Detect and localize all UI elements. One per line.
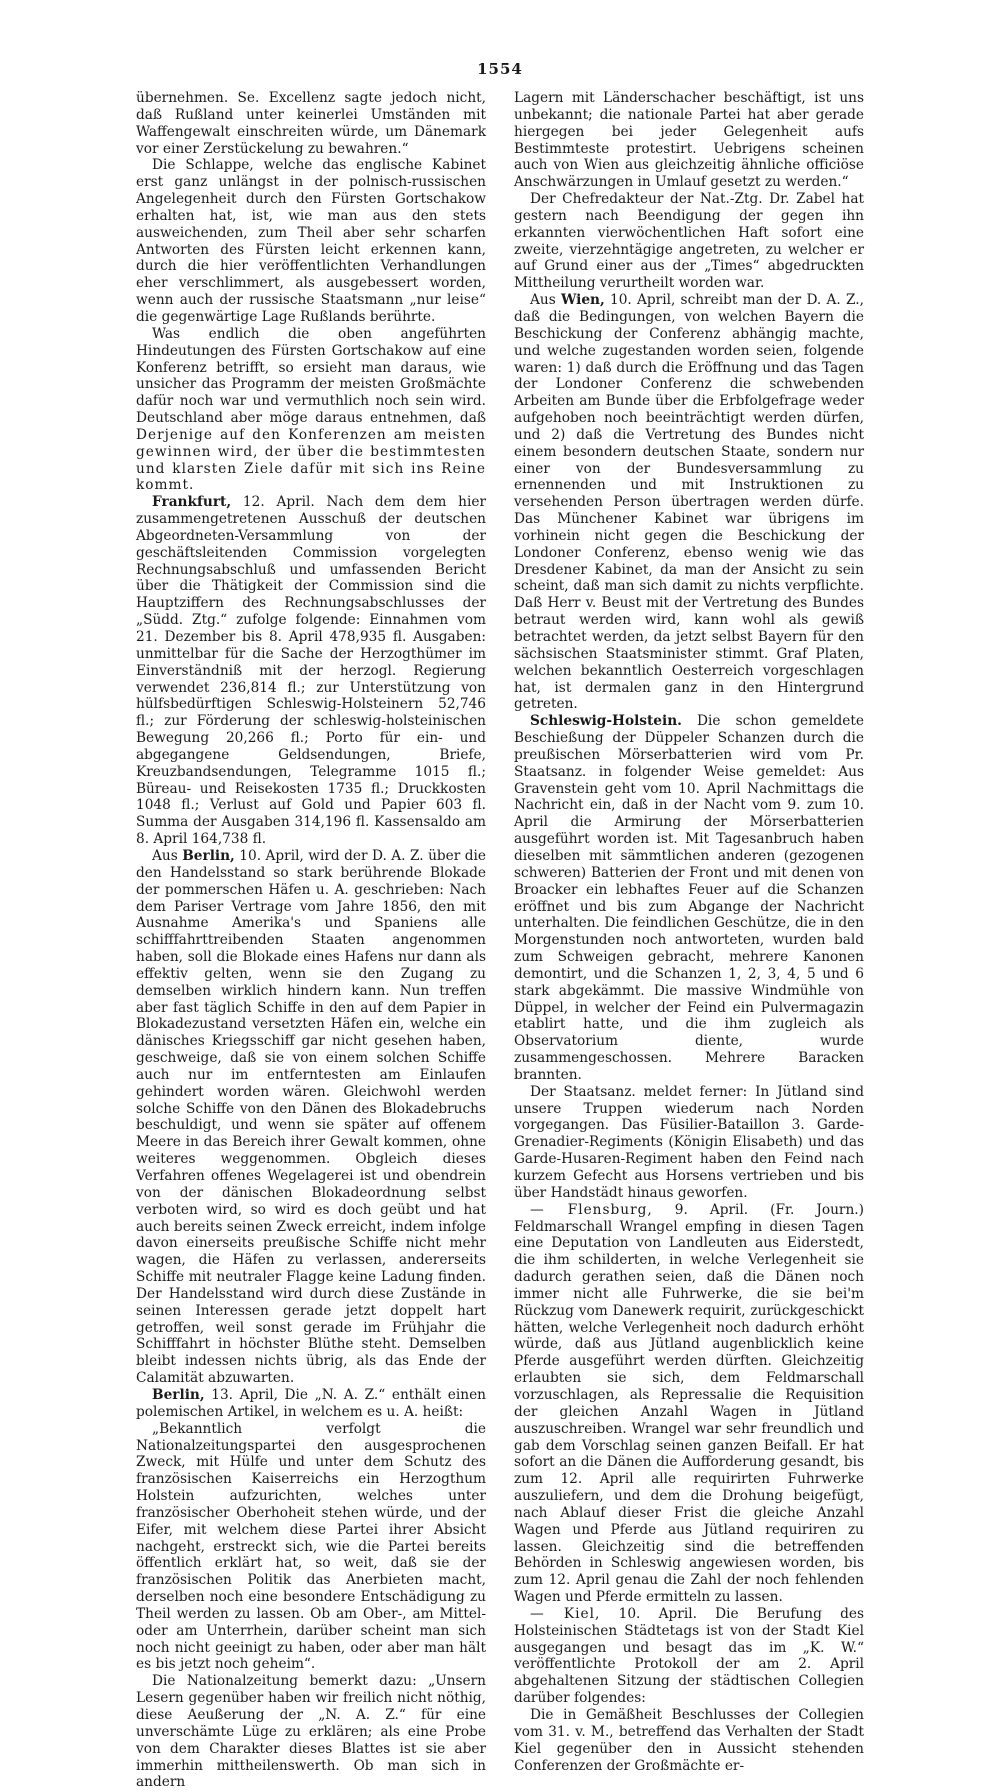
quotation: „Bekanntlich verfolgt die Nationalzeitungspartei den ausgesprochenen Zweck, mit Hülfe und unter dem Schutz des französischen Kaiserreichs ein Herzogthum Holstein aufzurichten, welches unter französischer Oberhoheit stehen würde, und der Eifer, mit welchem diese Partei ihrer Absicht nachgeht, erstreckt sich, wie die Partei bereits öffentlich erklärt hat, so weit, daß sie der französischen Politik das Anerbieten macht, derselben noch eine besondere Entschädigung zu Theil werden zu lassen. Ob am Ober-, am Mittel- oder am Unterrhein, darüber scheint man sich noch nicht geeinigt zu haben, oder aber man hält es bis jetzt noch geheim“.: [136, 1420, 486, 1673]
dateline-prefix: Aus: [530, 292, 556, 309]
paragraph-text: Die schon gemeldete Beschießung der Düppeler Schanzen durch die preußischen Mörserbatterien wird vom Pr. Staatsanz. in folgender Weise gemeldet: Aus Gravenstein geht vom 10. April Nachmittags die Nachricht ein, daß in der Nacht vom 9. zum 10. April die Armirung der Mörserbatterien ausgeführt worden ist. Mit Tagesanbruch haben dieselben mit sämmtlichen anderen (gezogenen schweren) Batterien der Front und mit denen von Broacker ein lebhaftes Feuer auf die Schanzen eröffnet und bis zum Abgange der Nachricht unterhalten. Die feindlichen Geschütze, die in den Morgenstunden noch antworteten, wurden bald zum Schweigen gebracht, mehrere Kanonen demontirt, und die Schanzen 1, 2, 3, 4, 5 und 6 stark abgekämmt. Die massive Windmühle von Düppel, in welcher der Feind ein Pulvermagazin etablirt hatte, und die ihm zugleich als Observatorium diente, wurde zusammengeschossen. Mehrere Baracken brannten.: [514, 713, 864, 1083]
dateline-place: Schleswig-Holstein.: [530, 713, 682, 730]
right-column: [514, 90, 864, 1774]
dateline-place: Berlin,: [182, 847, 235, 864]
left-column: [136, 90, 486, 1791]
paragraph: Die Schlappe, welche das englische Kabinet erst ganz unlängst in der polnisch-russischen Angelegenheit durch den Fürsten Gortschakow erhalten hat, ist, wie man aus den stets ausweichenden, zum Theil aber sehr scharfen Antworten des Fürsten leicht erkennen kann, durch die hier veröffentlichten Verhandlungen eher verschlimmert, als ausgebessert worden, wenn auch der russische Staatsmann „nur leise“ die gegenwärtige Lage Rußlands berührte.: [136, 157, 486, 325]
news-item-schleswig-holstein: [514, 713, 864, 1084]
emphasized-text: Derjenige auf den Konferenzen am meisten gewinnen wird, der über die bestimmtesten und klarsten Ziele dafür mit sich ins Reine kommt.: [136, 426, 486, 494]
paragraph: Die Nationalzeitung bemerkt dazu: „Unsern Lesern gegenüber haben wir freilich nicht nöthig, diese Aeußerung der „N. A. Z.“ für eine unverschämte Lüge zu erklären; als eine Probe von dem Charakter dieses Blattes ist sie aber immerhin mittheilenswerth. Ob man sich in andern: [136, 1673, 486, 1791]
news-item-kiel: [514, 1606, 864, 1707]
paragraph: [136, 326, 486, 494]
page-number: 1554: [477, 60, 523, 78]
news-item-berlin-13: [136, 1387, 486, 1421]
paragraph: übernehmen. Se. Excellenz sagte jedoch nicht, daß Rußland unter keinerlei Umständen mit Waffengewalt einschreiten würde, um Dänemark vor einer Zerstückelung zu bewahren.“: [136, 90, 486, 157]
paragraph: Der Staatsanz. meldet ferner: In Jütland sind unsere Truppen wiederum nach Norden vorgegangen. Das Füsilier-Bataillon 3. Garde-Grenadier-Regiments (Königin Elisabeth) und das Garde-Husaren-Regiment haben den Feind nach kurzem Gefecht aus Horsens vertrieben und bis über Handstädt hinaus geworfen.: [514, 1083, 864, 1201]
paragraph-text: 12. April. Nach dem dem hier zusammengetretenen Ausschuß der deutschen Abgeordneten-Versammlung von der geschäftsleitenden Commission vorgelegten Rechnungsabschluß und umfassenden Bericht über die Thätigkeit der Commission sind die Hauptziffern des Rechnungsabschlusses der „Südd. Ztg.“ zufolge folgende: Einnahmen vom 21. Dezember bis 8. April 478,935 fl. Ausgaben: unmittelbar für die Sache der Herzogthümer im Einverständniß mit der herzogl. Regierung verwendet 236,814 fl.; zur Unterstützung von hülfsbedürftigen Schleswig-Holsteinern 52,746 fl.; zur Förderung der schleswig-holsteinischen Bewegung 20,266 fl.; Porto für ein- und abgegangene Geldsendungen, Briefe, Kreuzbandsendungen, Telegramme 1015 fl.; Büreau- und Reisekosten 1735 fl.; Druckkosten 1048 fl.; Verlust auf Gold und Papier 603 fl. Summa der Ausgaben 314,196 fl. Kassensaldo am 8. April 164,738 fl.: [136, 494, 486, 848]
dateline-place: Wien,: [560, 292, 605, 309]
paragraph-text: 13. April, Die „N. A. Z.“ enthält einen polemischen Artikel, in welchem es u. A. heißt:: [136, 1386, 486, 1420]
paragraph-text: 9. April. (Fr. Journ.) Feldmarschall Wrangel empfing in diesen Tagen eine Deputation von Landleuten aus Eiderstedt, die ihm schilderten, in welche Verlegenheit sie dadurch gerathen seien, daß die Dänen noch immer nicht alle Fuhrwerke, die sie bei'm Rückzug vom Danewerk requirit, zurückgeschickt hätten, welche Verlegenheit noch dadurch erhöht würde, daß aus Jütland augenblicklich keine Pferde ausgeführt werden dürften. Gleichzeitig erlaubten sie sich, dem Feldmarschall vorzuschlagen, als Repressalie die Requisition der gleichen Anzahl Wagen in Jütland auszuschreiben. Wrangel war sehr freundlich und gab dem Vorschlag seinen ganzen Beifall. Er hat sofort an die Dänen die Aufforderung gesandt, bis zum 12. April alle requirirten Fuhrwerke auszuliefern, und dem die Drohung beigefügt, nach Ablauf dieser Frist die gleiche Anzahl Wagen und Pferde aus Jütland requiriren zu lassen. Gleichzeitig sind die betreffenden Behörden in Schleswig angewiesen worden, bis zum 12. April genau die Zahl der noch fehlenden Wagen und Pferde ermitteln zu lassen.: [514, 1201, 864, 1606]
dateline-place: — Kiel,: [530, 1605, 601, 1622]
news-item-frankfurt: [136, 494, 486, 848]
paragraph: Der Chefredakteur der Nat.-Ztg. Dr. Zabel hat gestern nach Beendigung der gegen ihn erkannten vierwöchentlichen Haft sofort eine zweite, vierzehntägige angetreten, zu welcher er auf Grund einer aus der „Times“ abgedruckten Mittheilung verurtheilt worden war.: [514, 191, 864, 292]
paragraph-text: 10. April, wird der D. A. Z. über die den Handelsstand so stark berührende Blokade der pommerschen Häfen u. A. geschrieben: Nach dem Pariser Vertrage vom Jahre 1856, den mit Ausnahme Amerika's und Spaniens alle schifffahrttreibenden Staaten angenommen haben, soll die Blokade eines Hafens nur dann als effektiv gelten, wenn sie den Zugang zu demselben wirklich hindern kann. Nun treffen aber fast täglich Schiffe in den auf dem Papier in Blokadezustand versetzten Häfen ein, welche ein dänisches Kriegsschiff gar nicht gesehen haben, geschweige, daß sie von einem solchen Schiffe auch nur im entferntesten am Einlaufen gehindert worden wären. Gleichwohl werden solche Schiffe von den Dänen des Blokadebruchs beschuldigt, und wenn sie später auf offenem Meere in das Bereich ihrer Gewalt kommen, ohne weiteres weggenommen. Obgleich dieses Verfahren offenes Wegelagerei ist und obendrein von der dänischen Blokadeordnung selbst verboten wird, so wird es doch geübt und hat auch bereits seinen Zweck erreicht, indem infolge davon einerseits preußische Schiffe nicht mehr wagen, die Häfen zu verlassen, andererseits Schiffe mit neutraler Flagge keine Ladung finden. Der Handelsstand wird durch diese Zustände in seinen Interessen gerade jetzt doppelt hart getroffen, weil sonst gerade im Frühjahr die Schifffahrt in höchster Blüthe steht. Demselben bleibt indessen nichts übrig, als das Ende der Calamität abzuwarten.: [136, 847, 486, 1387]
dateline-place: — Flensburg,: [530, 1201, 653, 1218]
news-item-flensburg: [514, 1202, 864, 1606]
paragraph: Lagern mit Länderschacher beschäftigt, ist uns unbekannt; die nationale Partei hat aber gerade hiergegen bei jeder Gelegenheit aufs Bestimmteste protestirt. Uebrigens scheinen auch von Wien aus gleichzeitig ähnliche officiöse Anschwärzungen in Umlauf gesetzt zu werden.“: [514, 90, 864, 191]
news-item-wien: [514, 292, 864, 713]
paragraph-text: 10. April. Die Berufung des Holsteinischen Städtetags ist von der Stadt Kiel ausgegangen und besagt das im „K. W.“ veröffentlichte Protokoll der am 2. April abgehaltenen Sitzung der städtischen Collegien darüber folgendes:: [514, 1605, 864, 1707]
dateline-place: Frankfurt,: [152, 494, 232, 511]
news-item-berlin-10: [136, 848, 486, 1387]
dateline-prefix: Aus: [152, 847, 178, 864]
dateline-place: Berlin,: [152, 1386, 205, 1403]
paragraph: Die in Gemäßheit Beschlusses der Collegien vom 31. v. M., betreffend das Verhalten der Stadt Kiel gegenüber den in Aussicht stehenden Conferenzen der Großmächte er-: [514, 1707, 864, 1774]
paragraph-text: 10. April, schreibt man der D. A. Z., daß die Bedingungen, von welchen Bayern die Beschickung der Conferenz abhängig machte, und welche zugestanden worden seien, folgende waren: 1) daß durch die Eröffnung und das Tagen der Londoner Conferenz die schwebenden Arbeiten am Bunde über die Erbfolgefrage weder aufgehoben noch beeinträchtigt werden dürfen, und 2) daß die Vertretung des Bundes nicht einem besondern deutschen Staate, sondern nur einer von der Bundesversammlung zu ernennenden und mit Instruktionen zu versehenden Person übertragen werden dürfe. Das Münchener Kabinet war übrigens im vorhinein nicht gegen die Beschickung der Londoner Conferenz, ebenso wenig wie das Dresdener Kabinet, da man der Ansicht zu sein scheint, daß man sich damit zu nichts verpflichte. Daß Herr v. Beust mit der Vertretung des Bundes betraut werden wird, kann wohl als gewiß betrachtet werden, da jetzt selbst Bayern für den sächsischen Staatsminister stimmt. Graf Platen, welchen bekanntlich Oesterreich vorgeschlagen hat, ist dermalen ganz in den Hintergrund getreten.: [514, 292, 864, 713]
paragraph-text: Was endlich die oben angeführten Hindeutungen des Fürsten Gortschakow auf eine Konferenz betrifft, so ersieht man daraus, wie unsicher das Programm der meisten Großmächte dafür noch war und vermuthlich noch sein wird. Deutschland aber möge daraus entnehmen, daß: [136, 325, 486, 427]
